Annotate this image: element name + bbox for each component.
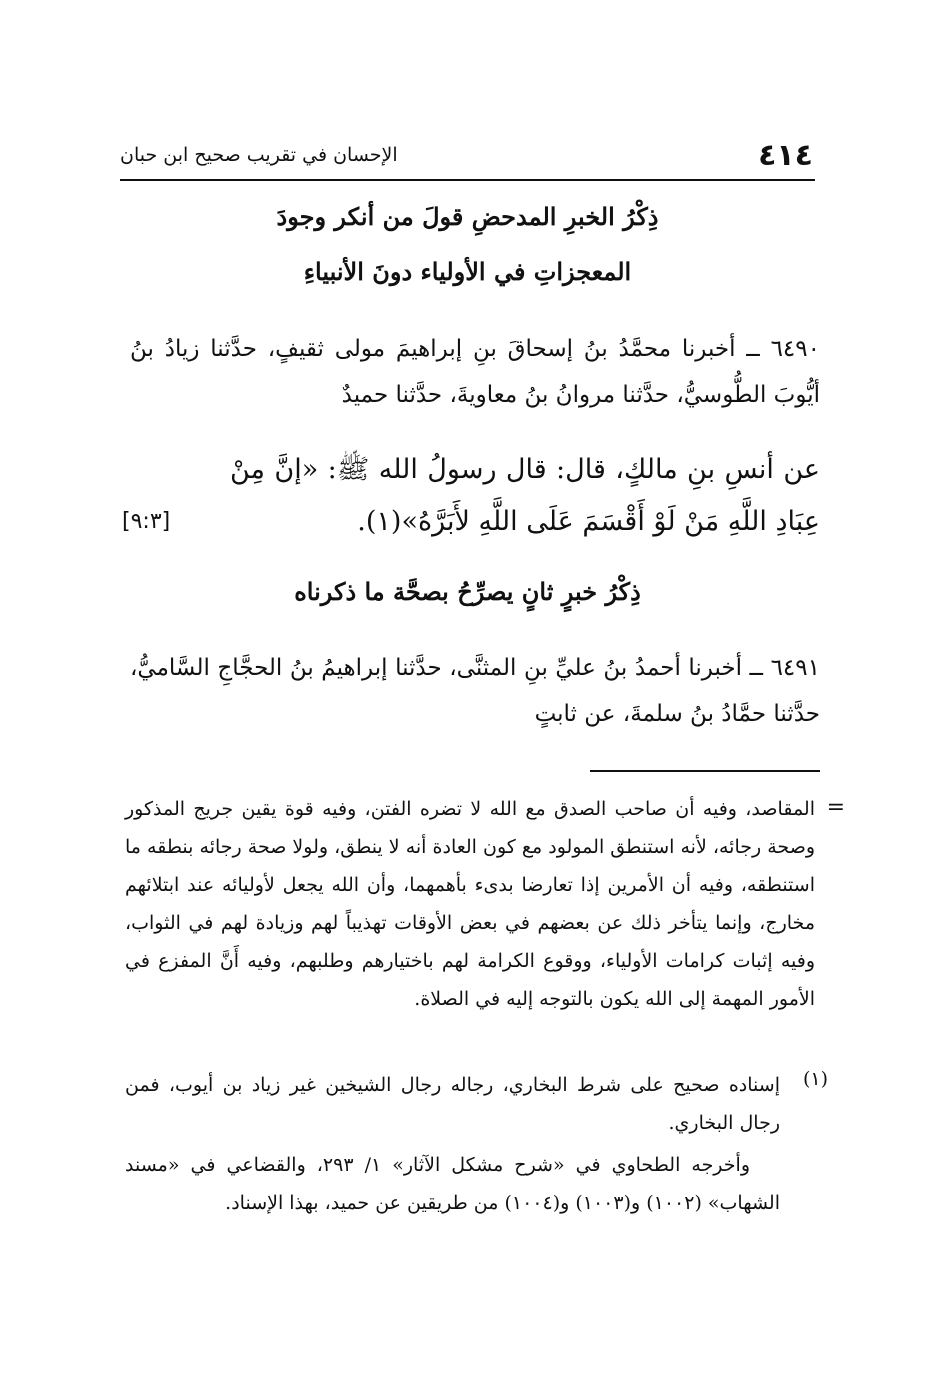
hadith-6491-isnad: ٦٤٩١ ــ أخبرنا أحمدُ بنُ عليِّ بنِ المثنَّى، حدَّثنا إبراهيمُ بنُ الحجَّاجِ السَّاميُّ، حدَّثنا حمَّادُ بنُ سلمةَ، عن ثابتٍ (130, 655, 820, 727)
page-header (120, 138, 815, 180)
section-title-line1: ذِكْرُ الخبرِ المدحضِ قولَ من أنكر وجودَ (276, 202, 659, 231)
footnote-continuation: المقاصد، وفيه أن صاحب الصدق مع الله لا تضره الفتن، وفيه قوة يقين جريج المذكور وصحة رجائه، لأنه استنطق المولود مع كون العادة أنه لا ينطق، ولولا صحة رجائه بنطقه ما استنطقه، وفيه أن الأمرين إذا تعارضا بدىء بأهمهما، وأن الله يجعل لأوليائه عند ابتلائهم مخارج، وإنما يتأخر ذلك عن بعضهم في بعض الأوقات تهذيباً لهم وزيادة لهم في الثواب، وفيه إثبات كرامات الأولياء، ووقوع الكرامة لهم باختيارهم وطلبهم، وفيه أَنَّ المفزع في الأمور المهمة إلى الله يكون بالتوجه إليه في الصلاة. (125, 798, 815, 1010)
footnote-1-text-continued: وأخرجه الطحاوي في «شرح مشكل الآثار» ١/ ٢٩٣، والقضاعي في «مسند الشهاب» (١٠٠٢) و(١٠٠٣) و(١٠٠٤) من طريقين عن حميد، بهذا الإسناد. (125, 1154, 780, 1214)
footnote-continuation-mark: = (826, 795, 845, 820)
footnote-1-text: إسناده صحيح على شرط البخاري، رجاله رجال الشيخين غير زياد بن أيوب، فمن رجال البخاري. (125, 1074, 780, 1134)
hadith-6490-reference: [٩:٣] (122, 509, 171, 534)
running-title: الإحسان في تقريب صحيح ابن حبان (120, 144, 398, 166)
header-rule (120, 179, 815, 181)
section2-title: ذِكْرُ خبرٍ ثانٍ يصرِّحُ بصحَّة ما ذكرناه (294, 577, 641, 606)
section-title-line2: المعجزاتِ في الأولياء دونَ الأنبياءِ (303, 257, 632, 286)
footnote-1-mark: (١) (802, 1068, 828, 1090)
hadith-6490-isnad: ٦٤٩٠ ــ أخبرنا محمَّدُ بنُ إسحاقَ بنِ إبراهيمَ مولى ثقيفٍ، حدَّثنا زيادُ بنُ أيُّوبَ الطُّوسيُّ، حدَّثنا مروانُ بنُ معاويةَ، حدَّثنا حميدٌ (130, 336, 820, 408)
page-number: ٤١٤ (758, 138, 813, 173)
footnote-rule (590, 770, 820, 772)
hadith-6490-matn: عن أنسِ بنِ مالكٍ، قال: قال رسولُ الله ﷺ: «إنَّ مِنْ عِبَادِ اللَّهِ مَنْ لَوْ أَقْسَمَ عَلَى اللَّهِ لأَبَرَّهُ»(١). (230, 454, 820, 537)
